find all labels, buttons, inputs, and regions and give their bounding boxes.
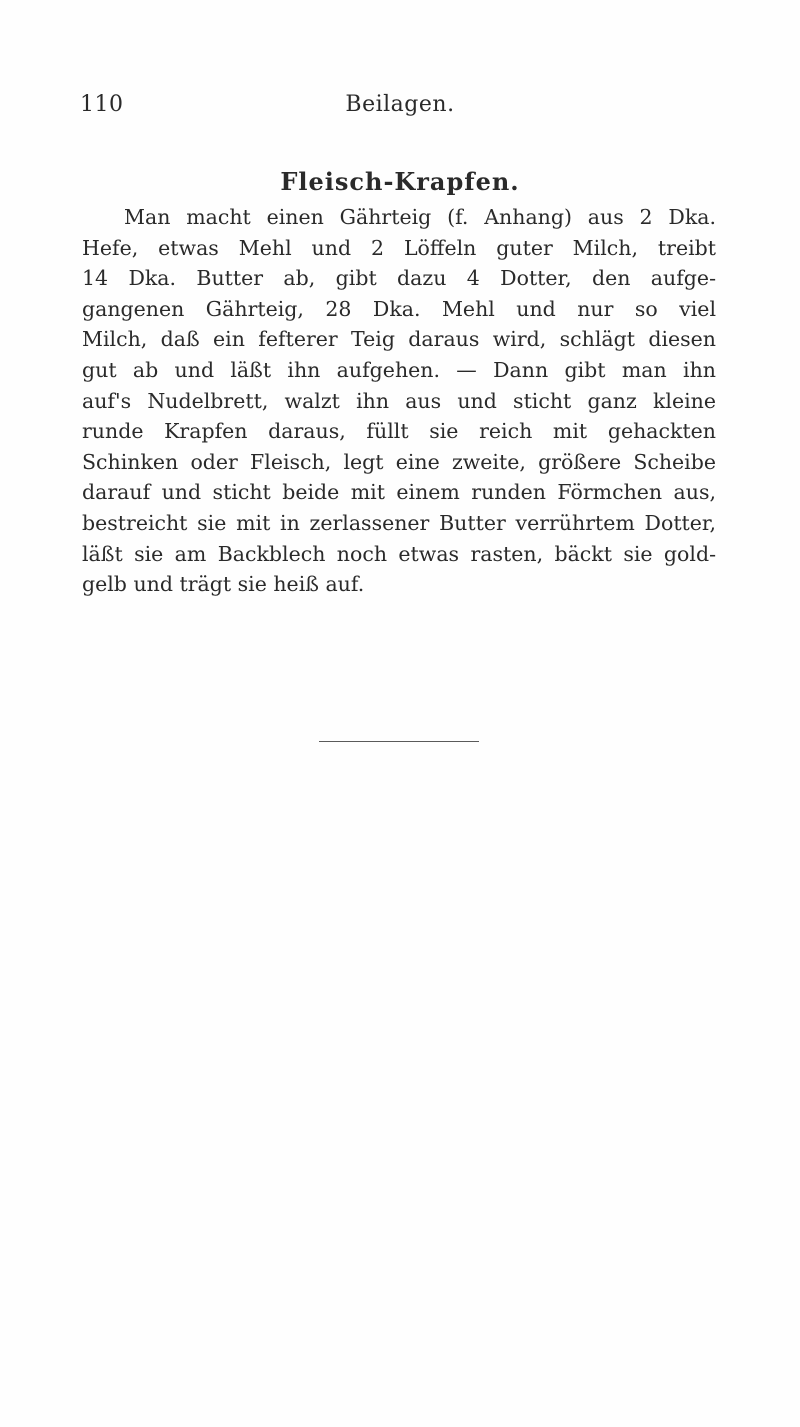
running-head: Beilagen. [345,92,455,117]
page-header [80,92,720,128]
text-line: gangenen Gährteig, 28 Dka. Mehl und nur so viel [82,296,716,321]
text-line: Milch, daß ein fefterer Teig daraus wird, schlägt diesen [82,327,716,352]
text-line: gut ab und läßt ihn aufgehen. — Dann gibt man ihn [82,357,716,382]
text-line: Hefe, etwas Mehl und 2 Löffeln guter Milch, treibt [82,235,716,260]
text-line: darauf und sticht beide mit einem runden Förmchen aus, [82,480,716,505]
text-line: Man macht einen Gährteig (f. Anhang) aus 2 Dka. [124,205,716,229]
text-line: bestreicht sie mit in zerlassener Butter verrührtem Dotter, [82,510,716,535]
page-number: 110 [80,92,124,117]
recipe-body [82,202,716,600]
recipe-title: Fleisch-Krapfen. [280,167,520,196]
text-line: Schinken oder Fleisch, legt eine zweite, größere Scheibe [82,449,716,474]
text-line: runde Krapfen daraus, füllt sie reich mit gehackten [82,419,716,444]
text-line: gelb und trägt sie heiß auf. [82,572,365,597]
text-line: auf's Nudelbrett, walzt ihn aus und sticht ganz kleine [82,388,716,413]
text-line: 14 Dka. Butter ab, gibt dazu 4 Dotter, den aufge- [82,266,716,291]
text-line: läßt sie am Backblech noch etwas rasten, bäckt sie gold- [82,541,716,566]
section-divider [319,741,479,742]
